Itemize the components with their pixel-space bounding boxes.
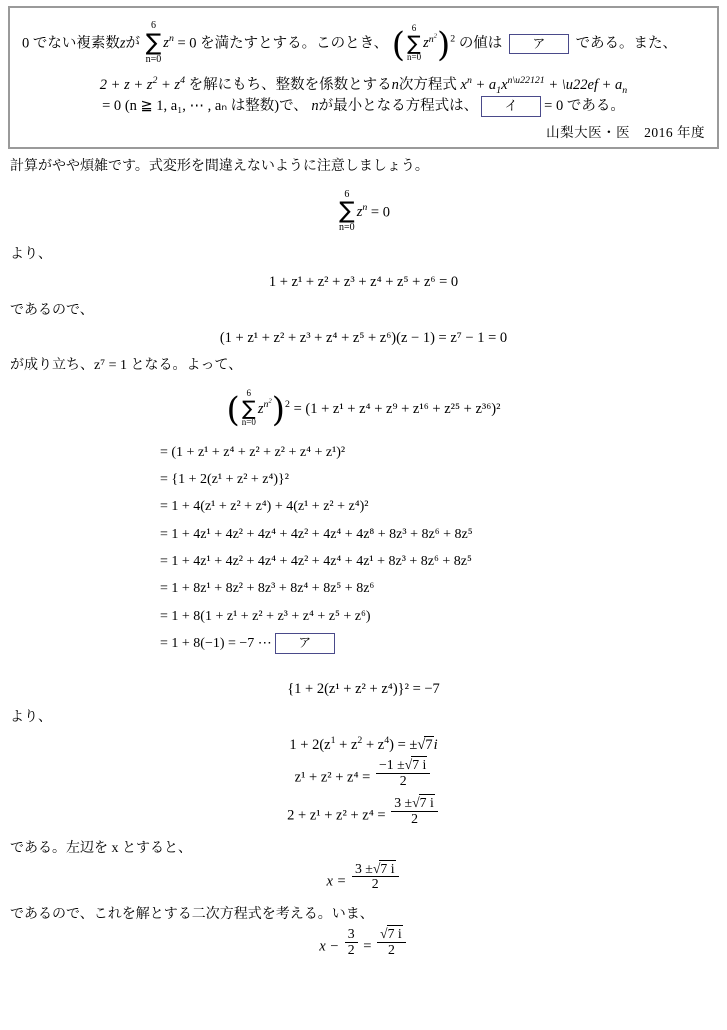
problem-expr-zn: $z^n$	[163, 33, 174, 52]
equation-4	[10, 387, 717, 431]
eq10-num-root: 7 i	[387, 926, 402, 942]
fraction-eq10-right	[377, 927, 406, 957]
note-text: 計算がやや煩雑です。式変形を間違えないように注意しましょう。	[10, 159, 429, 175]
fraction-eq8-den: 2	[391, 811, 438, 826]
fraction-eq10-right-den: 2	[377, 942, 406, 957]
eq8-num-sign: 3 ±	[394, 795, 413, 811]
problem-text-3e: = 0 である。	[544, 97, 625, 114]
paren-exponent: 2	[450, 33, 456, 45]
text-yori-2: より、	[10, 709, 52, 725]
document-page	[0, 6, 727, 1030]
fraction-eq8	[391, 796, 438, 826]
fraction-eq10-left	[345, 927, 358, 957]
eq6-i: i	[433, 737, 438, 754]
summation-eq4-upper: 6	[246, 387, 252, 398]
eq4-paren-open: (	[226, 390, 240, 431]
eq4-term: $z^{n^2}$	[257, 397, 272, 417]
fraction-eq7-den: 2	[376, 773, 430, 788]
problem-text-1a: 0 でない複素数	[22, 35, 120, 52]
problem-line-2	[22, 76, 705, 94]
equation-9-lhs: x =	[326, 873, 347, 890]
fraction-eq8-num	[391, 796, 438, 810]
step-1: = (1 + z¹ + z⁴ + z² + z² + z⁴ + z¹)²	[160, 444, 346, 460]
problem-text-3paren: (n ≧ 1, a₁, ⋯ , aₙ は整数)	[124, 97, 280, 114]
summation-2-sigma: ∑	[407, 31, 421, 55]
equation-5: {1 + 2(z¹ + z² + z⁴)}² = −7	[287, 681, 440, 698]
text-dearunode-1: であるので、	[10, 302, 94, 318]
text-dearunode-2: であるので、これを解とする二次方程式を考える。いま、	[10, 906, 374, 922]
equation-4-rhs: = (1 + z¹ + z⁴ + z⁹ + z¹⁶ + z²⁵ + z³⁶)²	[293, 400, 501, 417]
step-5: = 1 + 4z¹ + 4z² + 4z⁴ + 4z² + 4z⁴ + 4z¹ + 8z³ + 8z⁶ + 8z⁵	[160, 554, 472, 570]
sqrt-eq8: √7 i	[412, 795, 434, 811]
equation-10-lhs: x −	[319, 938, 340, 955]
equation-6-lhs: $1 + 2(z^1 + z^2 + z^4)$ = ±	[289, 735, 418, 754]
equation-8-lhs: 2 + z¹ + z² + z⁴ =	[287, 807, 386, 824]
equation-3: (1 + z¹ + z² + z³ + z⁴ + z⁵ + z⁶)(z − 1) = z⁷ − 1 = 0	[219, 330, 508, 347]
equation-9	[10, 860, 717, 897]
big-paren-close: )	[437, 25, 451, 65]
step-8	[160, 630, 717, 657]
eq7-num-sign: −1 ±	[378, 757, 405, 773]
eq4-paren-exponent: 2	[285, 398, 290, 410]
answer-blank-a-result[interactable]: ア	[275, 633, 335, 654]
problem-var-z: z	[119, 35, 126, 52]
answer-blank-a[interactable]: ア	[509, 34, 569, 55]
problem-line-1	[22, 22, 705, 66]
problem-text-3a: = 0	[102, 97, 122, 114]
summation-2-upper: 6	[411, 22, 417, 33]
eq8-num-root: 7 i	[419, 795, 434, 811]
summation-eq1-upper: 6	[344, 188, 350, 200]
fraction-eq9-den: 2	[352, 876, 399, 891]
problem-source: 山梨大医・医 2016 年度	[546, 125, 705, 141]
problem-statement-box	[8, 6, 719, 149]
problem-var-n: n	[391, 77, 399, 93]
fraction-eq9	[352, 862, 399, 892]
equation-2: 1 + z¹ + z² + z³ + z⁴ + z⁵ + z⁶ = 0	[268, 274, 459, 291]
summation-1	[146, 21, 162, 65]
eq9-num-sign: 3 ±	[354, 860, 373, 876]
answer-blank-i[interactable]: イ	[481, 96, 541, 117]
problem-text-1e: である。また、	[575, 35, 678, 52]
problem-text-3b: で、	[279, 97, 308, 114]
equation-1-rhs: = 0	[370, 203, 390, 220]
problem-text-2c: を解にもち、整数を係数とする	[188, 77, 392, 93]
step-7: = 1 + 8(1 + z¹ + z² + z³ + z⁴ + z⁵ + z⁶)	[160, 608, 371, 624]
sqrt-7i-eq6: √7	[417, 737, 433, 754]
sqrt-eq10: √7 i	[380, 926, 402, 942]
problem-text-3d: が最小となる方程式は、	[318, 97, 479, 114]
equation-8	[10, 795, 717, 831]
text-dearu-hidari: である。左辺を x とすると、	[10, 841, 192, 857]
problem-var-n2: n	[311, 97, 319, 114]
fraction-eq10-right-num	[377, 927, 406, 941]
summation-eq4-lower: n=0	[241, 417, 256, 428]
problem-text-1c: = 0 を満たすとする。このとき、	[177, 35, 389, 52]
summation-eq1	[339, 190, 355, 234]
big-paren-open: (	[391, 25, 405, 65]
fraction-eq7-num	[376, 758, 430, 772]
summation-1-upper: 6	[150, 20, 156, 31]
fraction-eq9-num	[352, 862, 399, 876]
equation-10	[10, 926, 717, 962]
text-yori-1: より、	[10, 246, 52, 262]
summation-2	[407, 24, 421, 63]
derivation-steps	[10, 439, 717, 657]
equation-7	[10, 757, 717, 793]
summation-1-lower: n=0	[145, 53, 162, 65]
summation-eq4	[242, 389, 256, 428]
problem-text-1b: が	[125, 35, 141, 52]
equation-1-term: $z^n$	[356, 202, 368, 220]
step-3: = 1 + 4(z¹ + z² + z⁴) + 4(z¹ + z² + z⁴)²	[160, 499, 369, 515]
problem-text-2d: 次方程式	[398, 77, 457, 93]
problem-expr-zn2: $z^{n^2}$	[423, 32, 437, 52]
summation-2-lower: n=0	[407, 52, 422, 62]
solution-body	[0, 157, 727, 962]
eq7-num-root: 7 i	[412, 757, 427, 773]
fraction-eq7	[376, 758, 430, 788]
summation-eq4-sigma: ∑	[242, 396, 256, 421]
problem-line-3	[22, 96, 705, 117]
step-8-text: = 1 + 8(−1) = −7 ⋯	[160, 635, 272, 651]
eq4-paren-close: )	[271, 390, 286, 431]
fraction-eq10-left-den: 2	[345, 942, 358, 957]
text-naritachi: が成り立ち、z⁷ = 1 となる。よって、	[10, 358, 243, 374]
step-6: = 1 + 8z¹ + 8z² + 8z³ + 8z⁴ + 8z⁵ + 8z⁶	[160, 581, 375, 597]
summation-eq1-lower: n=0	[339, 222, 355, 234]
eq9-num-root: 7 i	[380, 860, 395, 876]
summation-1-sigma: ∑	[145, 29, 162, 56]
equation-10-equals: =	[363, 938, 372, 955]
step-4: = 1 + 4z¹ + 4z² + 4z⁴ + 4z² + 4z⁴ + 4z⁸ + 8z³ + 8z⁶ + 8z⁵	[160, 526, 473, 542]
problem-text-1d: の値は	[458, 35, 503, 52]
equation-7-lhs: z¹ + z² + z⁴ =	[294, 769, 371, 786]
step-2: = {1 + 2(z¹ + z² + z⁴)}²	[160, 472, 289, 488]
equation-1	[10, 188, 717, 235]
sqrt-eq9: √7 i	[372, 860, 395, 876]
problem-poly: $x^n + a_1x^{n\backslash u22121}$ + \u22ef + $a_n$	[460, 75, 628, 96]
fraction-eq10-left-num: 3	[347, 926, 355, 942]
summation-eq1-sigma: ∑	[339, 198, 355, 225]
sqrt-eq7: √7 i	[404, 757, 427, 773]
problem-text-2a: $2 + z + z^2 + z^4$	[99, 75, 185, 93]
equation-6	[10, 735, 717, 755]
